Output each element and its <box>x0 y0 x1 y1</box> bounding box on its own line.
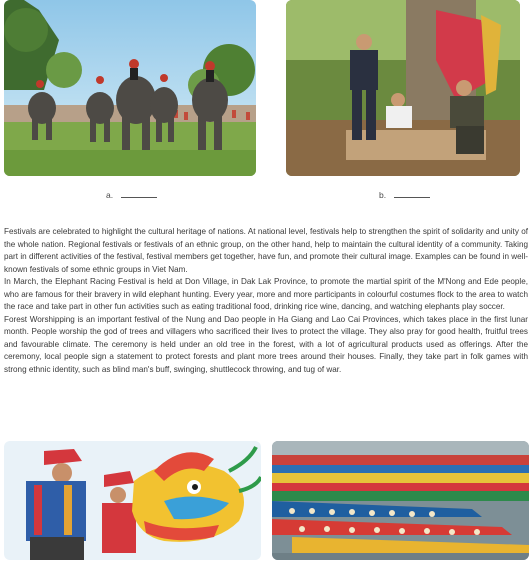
paragraph-forest-worshipping: Forest Worshipping is an important festival of the Nung and Dao people in Ha Giang and Lao Cai Provinces, which takes place in the first lunar month. People worship the god of trees and villagers who sacrificed their lives to protect the village. They also pray for good health, fruitful trees and favourable climate. The ceremony is held under an old tree in the forest, with a lot of agricultural products used as offerings. After the ceremony, local people sign a statement to protect forests and plant more trees around their houses. Finally, they take part in folk games with strong ethnic identity, such as blind man's buff, swinging, shuttlecock throwing, and tug of war. <box>4 314 528 375</box>
elephant-racing-illustration <box>4 0 256 176</box>
dragon-dance-illustration <box>4 441 261 560</box>
caption-a <box>106 189 157 200</box>
forest-worshipping-illustration <box>286 0 520 176</box>
dragon-dance-photo <box>4 441 261 560</box>
elephant-racing-photo <box>4 0 256 176</box>
forest-worshipping-photo <box>286 0 520 176</box>
caption-a-label: a. <box>106 190 114 200</box>
caption-b <box>379 189 430 200</box>
paragraph-intro: Festivals are celebrated to highlight the cultural heritage of nations. At national level, festivals help to strengthen the spirit of solidarity and unity of the whole nation. Regional festivals or festivals of an ethnic group, on the other hand, help to maintain the cultural identity of a community. Taking part in different activities of the festival, festival members get together, have fun, and promote their cultural image. Examples can be found in well-known festivals of some ethnic groups in Viet Nam. <box>4 227 528 274</box>
caption-a-blank[interactable] <box>121 189 157 198</box>
paragraph-elephant-racing: In March, the Elephant Racing Festival is held at Don Village, in Dak Lak Province, to promote the martial spirit of the M'Nong and Ede people, who are famous for their bravery in wild elephant hunting. Every year, more and more participants in colourful costumes flock to the area to watch the race and take part in other fun activities such as eating traditional food, drinking rice wine, dancing, and watching elephants play soccer. <box>4 277 528 312</box>
caption-b-blank[interactable] <box>394 189 430 198</box>
article-body <box>4 226 528 377</box>
boat-racing-illustration <box>272 441 529 560</box>
boat-racing-photo <box>272 441 529 560</box>
caption-b-label: b. <box>379 190 387 200</box>
